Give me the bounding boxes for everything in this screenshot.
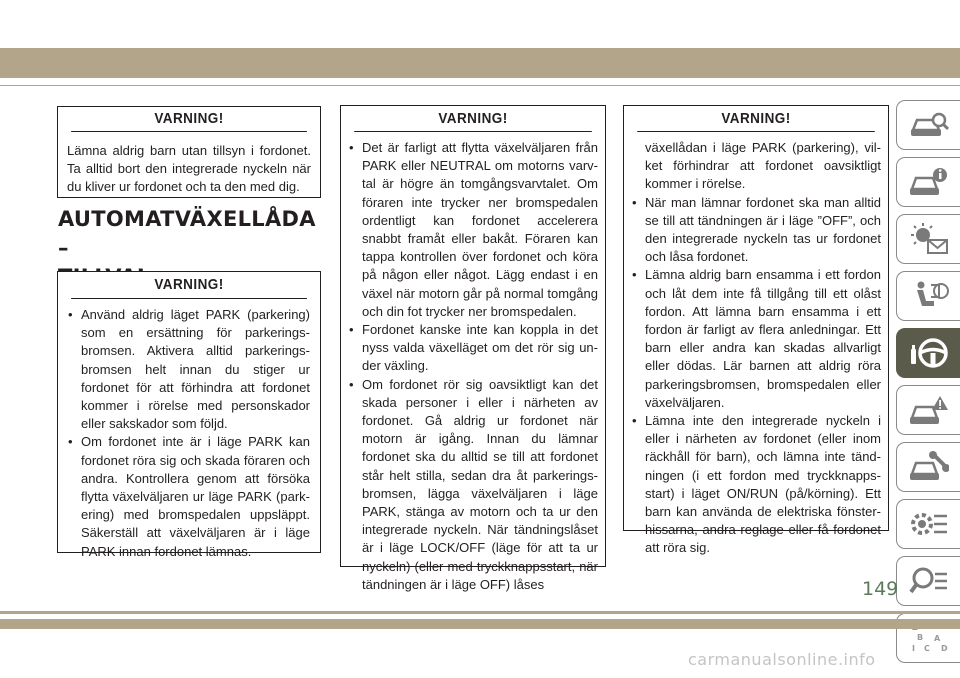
footer-band <box>0 619 960 629</box>
warning-title: VARNING! <box>71 107 307 132</box>
tab-multimedia[interactable] <box>896 556 960 606</box>
tab-warning-lights[interactable] <box>896 214 960 264</box>
warning-light-message-icon <box>909 222 949 256</box>
index-letter: B <box>916 633 923 642</box>
tab-starting-operating[interactable] <box>896 328 960 378</box>
warning-body <box>341 132 605 594</box>
car-wrench-icon <box>909 450 949 484</box>
watermark: carmanualsonline.info <box>688 650 876 669</box>
warning-body <box>58 132 320 197</box>
index-letter: A <box>933 634 940 643</box>
steering-wheel-icon <box>909 336 949 370</box>
warning-box-children <box>57 106 321 198</box>
warning-title: VARNING! <box>637 106 875 132</box>
warning-item: • Det är farligt att flytta växelväljaren från PARK eller NEUTRAL om motorns varvtal är högre än tomgångsvarvtalet. Om föraren inte trycker ner bromspedalen ordentligt kan fordonet accelerera snabbt framåt eller bakåt. Föraren kan tappa kontrollen över fordonet och köra på någon eller något. Lägg endast i en växel när motorn går på normal tomgång och din fot trycker ner bromspedalen. <box>349 139 598 321</box>
magnifier-list-icon <box>909 564 949 598</box>
warning-continuation: växellådan i läge PARK (parkering), vilket förhindrar att fordonet oavsiktligt kommer i rörelse. <box>645 140 881 192</box>
car-magnifier-icon <box>909 108 949 142</box>
page-number: 149 <box>862 578 899 600</box>
tab-technical-specifications[interactable] <box>896 499 960 549</box>
seat-airbag-icon <box>909 279 949 313</box>
index-letter: I <box>911 644 915 653</box>
warning-item: • Lämna inte den integrerade nyckeln i eller i närheten av fordonet (eller inom räckhåll för barn), och lämna inte tändningen (i ett fordon med tryckknappsstart) i läget ON/RUN (på/körning). Ett barn kan använda de elektriska fönsterhissarna, andra reglage eller få fordonet att röra sig. <box>632 412 881 558</box>
tab-in-case-of-emergency[interactable] <box>896 385 960 435</box>
warning-item: • Fordonet kanske inte kan koppla in det nyss valda växelläget om det rör sig under växling. <box>349 321 598 376</box>
header-band <box>0 48 960 78</box>
warning-box-continued <box>623 105 889 556</box>
warning-item: • Om fordonet inte är i läge PARK kan fordonet röra sig och skada föraren och andra. Kontrollera genom att försöka flytta växelväljaren ur läge PARK (parkering) med bromspedalen uppsläppt. Säkerställ att växelväljaren är i läge PARK innan fordonet lämnas. <box>68 433 310 560</box>
warning-body <box>58 299 320 561</box>
warning-box-park <box>57 271 321 559</box>
warning-text: Lämna aldrig barn utan tillsyn i fordonet. Ta alltid bort den integrerade nyckeln när du kliver ur fordonet och ta den med dig. <box>67 143 311 195</box>
section-heading-line1: AUTOMATVÄXELLÅDA – <box>58 207 316 260</box>
tab-servicing-maintenance[interactable] <box>896 442 960 492</box>
gear-checklist-icon <box>909 507 949 541</box>
car-info-icon <box>909 165 949 199</box>
tab-safety[interactable] <box>896 271 960 321</box>
tab-instrument-panel[interactable] <box>896 157 960 207</box>
warning-item: • Lämna aldrig barn ensamma i ett fordon och låt dem inte få tillgång till ett olåst fordon. Att lämna barn ensamma i ett fordon är farligt av flera anledningar. Ett barn eller andra kan skadas allvarligt eller dödas. Lär barnen att aldrig röra parkeringsbromsen, bromspedalen eller växelväljaren. <box>632 266 881 412</box>
warning-item: • Om fordonet rör sig oavsiktligt kan det skada personer i eller i närheten av fordonet. Gå aldrig ur fordonet när motorn är igång. Innan du lämnar fordonet ska du alltid se till att fordonet står helt stilla, sedan dra åt parkeringsbromsen, lägga växelväljaren i läge PARK, stänga av motorn och ta ur den integrerade nyckeln. När tändningslåset är i läge LOCK/OFF (läge för att ta ur nyckeln) (eller med tryckknappsstart, när tändningen är i läge OFF) låses <box>349 376 598 594</box>
warning-body <box>624 132 888 558</box>
index-letter: C <box>923 644 930 653</box>
warning-title: VARNING! <box>71 272 307 299</box>
tab-getting-to-know-vehicle[interactable] <box>896 100 960 150</box>
footer-rule <box>0 611 960 614</box>
warning-box-shifting <box>340 105 606 592</box>
warning-title: VARNING! <box>354 106 592 132</box>
car-warning-triangle-icon <box>909 393 949 427</box>
warning-item: • Använd aldrig läget PARK (parkering) som en ersättning för parkeringsbromsen. Aktivera alltid parkeringsbromsen helt innan du stiger ur fordonet för att förhindra att fordonet kommer i rörelse med personskador eller sakskador som följd. <box>68 306 310 433</box>
warning-item: • När man lämnar fordonet ska man alltid se till att tändningen är i läge ”OFF”, och den integrerade nyckeln tas ur fordonet och låsa fordonet. <box>632 194 881 267</box>
header-rule <box>0 85 960 86</box>
chapter-tabs <box>896 100 960 670</box>
index-letter: D <box>940 644 948 653</box>
